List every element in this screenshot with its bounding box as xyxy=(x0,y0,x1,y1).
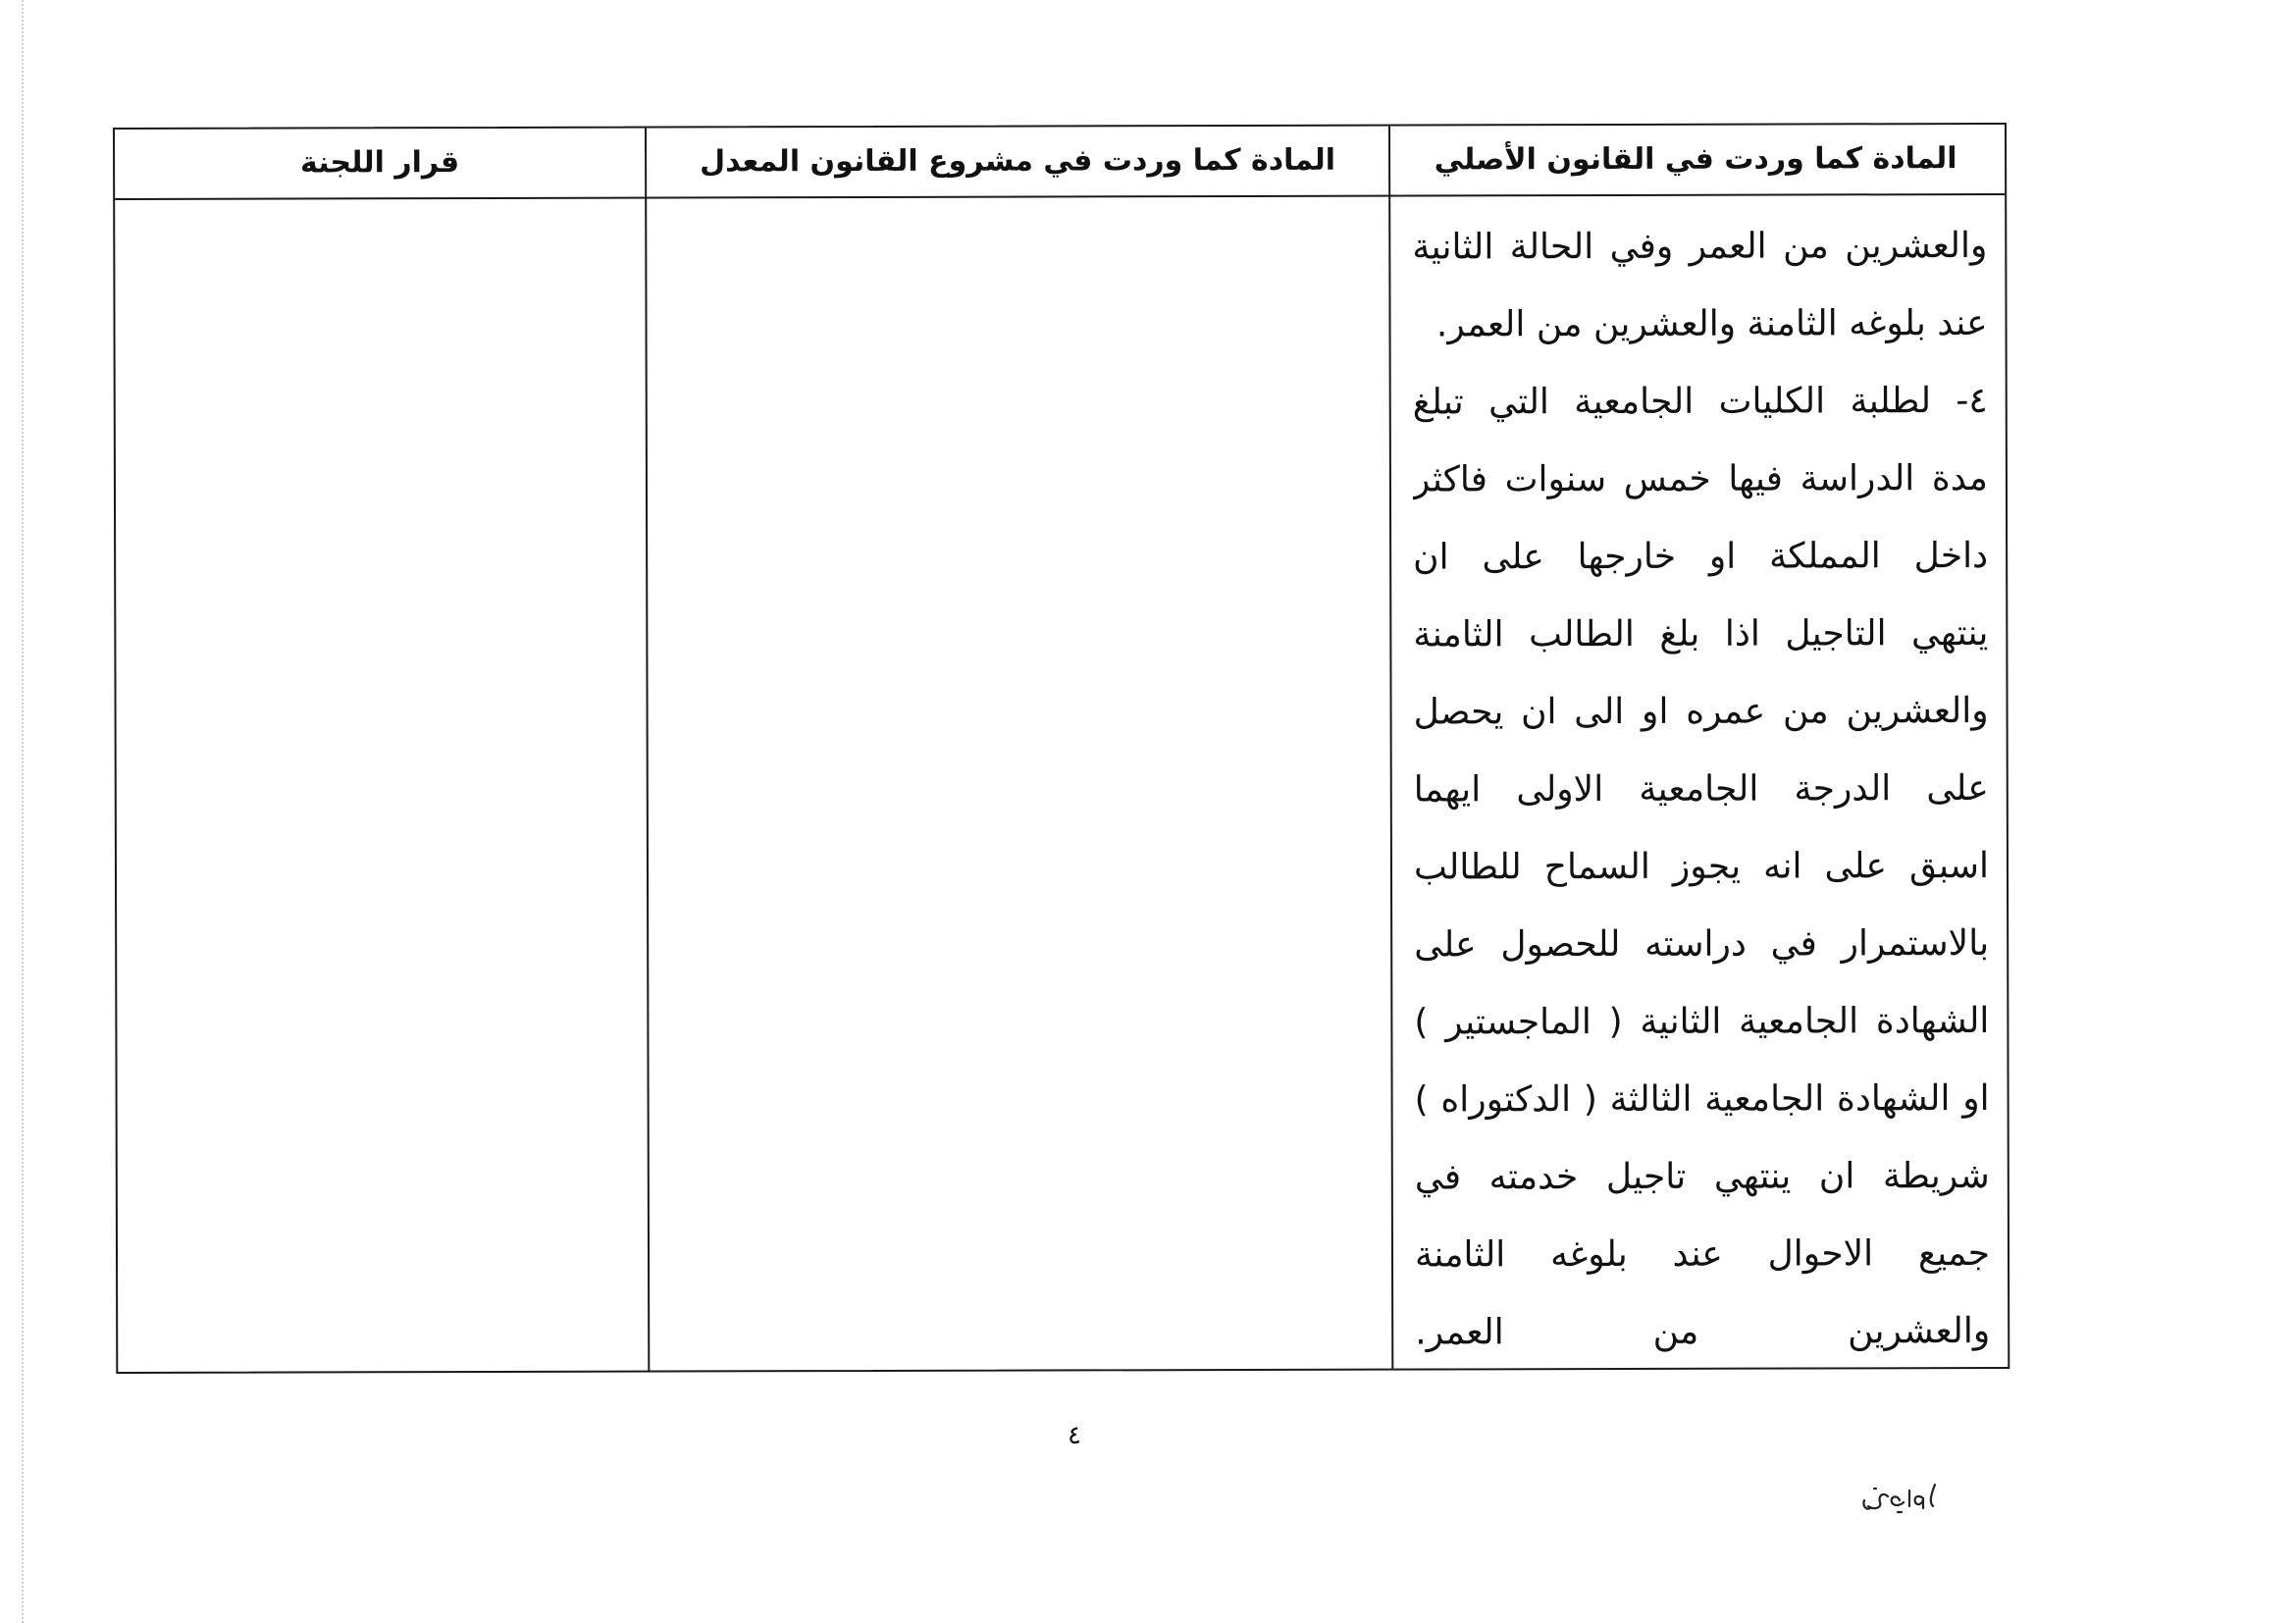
text-line: الشهادة الجامعية الثانية ( الماجستير ) xyxy=(1414,1000,1990,1043)
text-line: والعشرين من عمره او الى ان يحصل xyxy=(1413,690,1989,733)
text-line: شريطة ان ينتهي تاجيل خدمته في xyxy=(1414,1155,1990,1198)
text-line: اسبق على انه يجوز السماح للطالب xyxy=(1413,845,1990,888)
text-line: والعشرين من العمر. xyxy=(1415,1310,1991,1353)
comparison-table xyxy=(113,123,2009,1374)
column-divider-left xyxy=(645,129,650,1371)
text-line: ٤- لطلبة الكليات الجامعية التي تبلغ xyxy=(1412,380,1988,423)
scan-edge-marks xyxy=(22,0,24,1623)
text-line: مدة الدراسة فيها خمس سنوات فاكثر xyxy=(1412,457,1988,500)
original-law-text xyxy=(1398,195,2008,1372)
text-line: عند بلوغه الثامنة والعشرين من العمر. xyxy=(1435,302,1988,345)
text-line: على الدرجة الجامعية الاولى ايهما xyxy=(1413,767,1989,811)
header-original-law: المادة كما وردت في القانون الأصلي xyxy=(1434,141,1957,178)
text-line: بالاستمرار في دراسته للحصول على xyxy=(1414,922,1990,966)
header-committee-decision: قرار اللجنة xyxy=(299,145,460,181)
text-line: داخل المملكة او خارجها على ان xyxy=(1413,535,1989,578)
text-line: ينتهي التاجيل اذا بلغ الطالب الثامنة xyxy=(1413,612,1989,655)
signature-mark xyxy=(1854,1477,1943,1516)
amended-law-cell xyxy=(647,197,1388,223)
text-line: جميع الاحوال عند بلوغه الثامنة xyxy=(1414,1232,1991,1276)
text-line: او الشهادة الجامعية الثالثة ( الدكتوراه ) xyxy=(1414,1077,1990,1121)
column-divider-right xyxy=(1388,127,1393,1369)
page-number: ٤ xyxy=(1068,1421,1081,1450)
text-line: والعشرين من العمر وفي الحالة الثانية xyxy=(1412,225,1988,268)
committee-decision-cell xyxy=(115,199,645,224)
header-amended-law: المادة كما وردت في مشروع القانون المعدل xyxy=(700,142,1336,180)
